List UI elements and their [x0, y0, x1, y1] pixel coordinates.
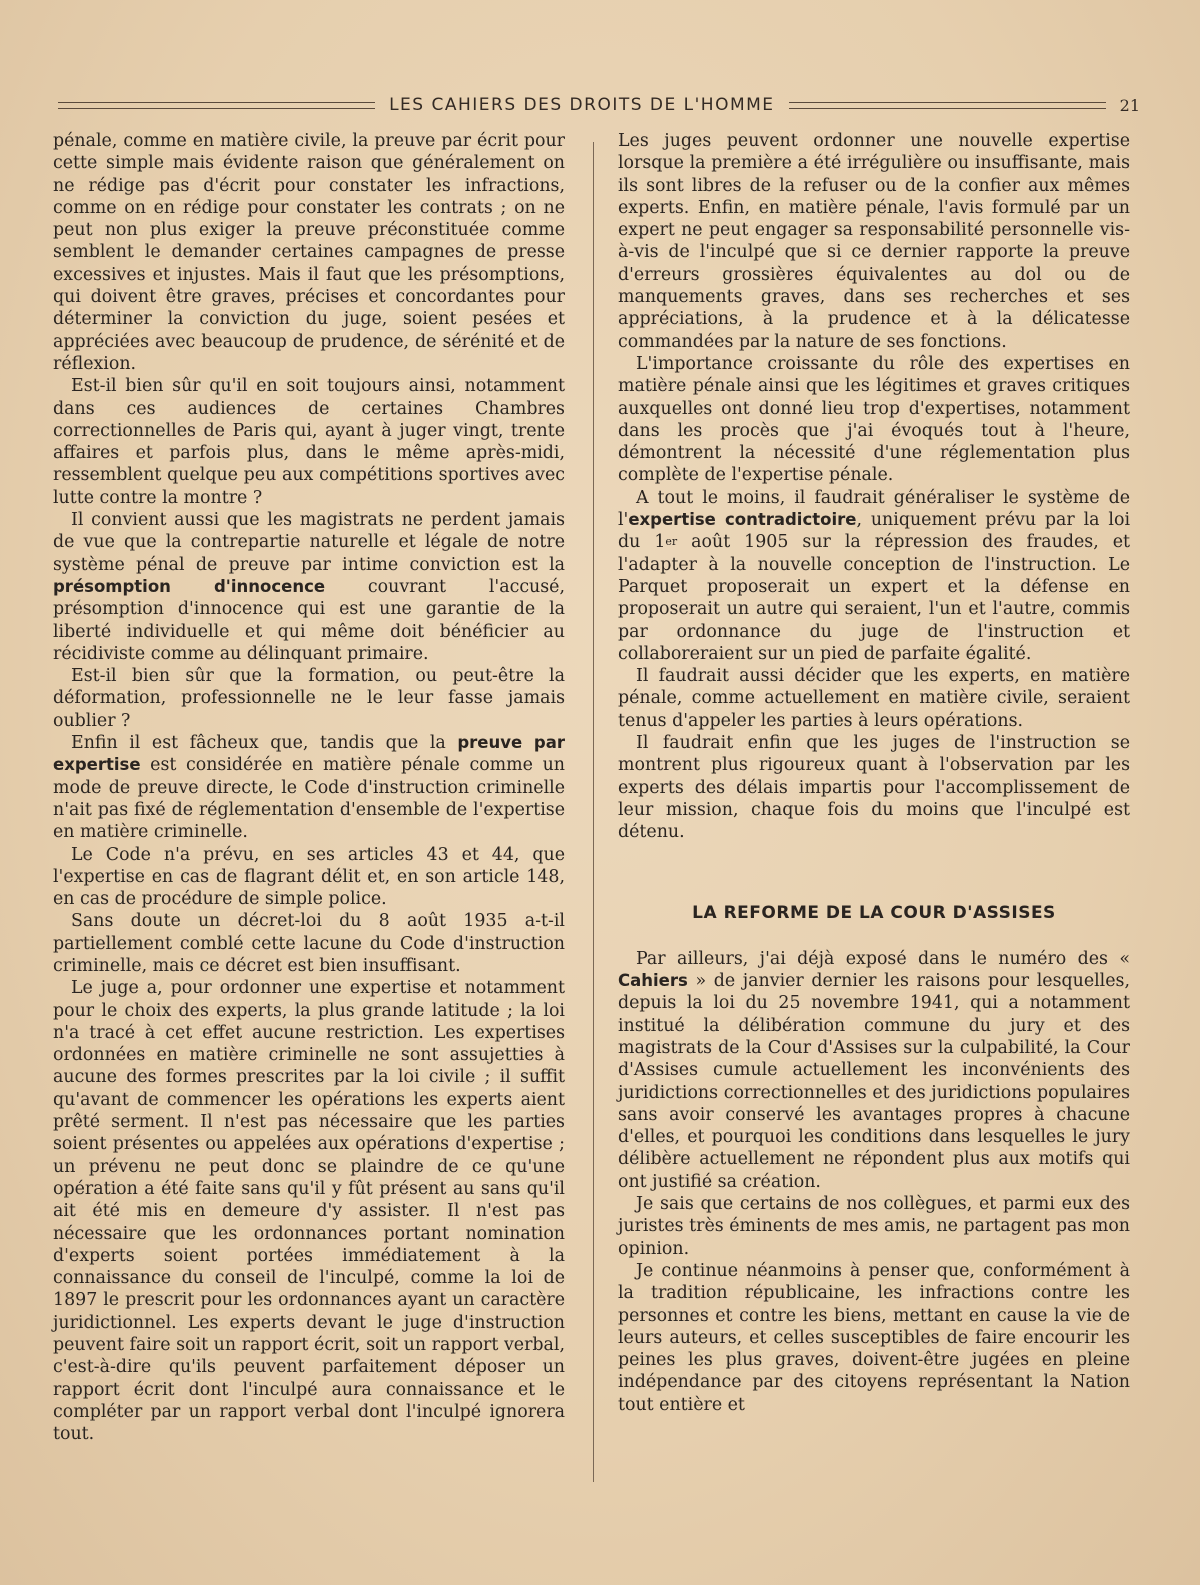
- paragraph: Est-il bien sûr qu'il en soit toujours ainsi, notamment dans ces audiences de certaines Chambres correctionnelles de Paris qui, ayant à juger vingt, trente affaires et parfois plus, dans le même après-midi, ressemblent quelque peu aux compétitions sportives avec lutte contre la montre ?: [53, 376, 565, 508]
- text-run: Par ailleurs, j'ai déjà exposé dans le numéro des «: [636, 948, 1130, 969]
- text-run: Il convient aussi que les magistrats ne perdent jamais de vue que la contrepartie naturelle et légale de notre système pénal de preuve par intime conviction est la: [53, 510, 565, 575]
- superscript: er: [665, 535, 678, 549]
- journal-title: LES CAHIERS DES DROITS DE L'HOMME: [389, 95, 775, 115]
- paragraph: [53, 509, 565, 665]
- paragraph: [53, 732, 565, 843]
- left-column: [53, 130, 565, 1446]
- paragraph: Il faudrait enfin que les juges de l'instruction se montrent plus rigoureux quant à l'observation par les experts des délais impartis pour l'accomplissement de leur mission, chaque fois du moins que l'inculpé est détenu.: [618, 733, 1130, 843]
- page-number: 21: [1119, 95, 1140, 115]
- text-run: couvrant l'accusé, présomption d'innocence qui est une garantie de la liberté individuelle et qui même doit bénéficier au récidiviste comme au délinquant primaire.: [53, 576, 565, 664]
- paragraph: Le juge a, pour ordonner une expertise et notamment pour le choix des experts, la plus grande latitude ; la loi n'a tracé à cet effet aucune restriction. Les expertises ordonnées en matière criminelle ne sont assujetties à aucune des formes prescrites par la loi civile ; il suffit qu'avant de commencer les opérations les experts aient prêté serment. Il n'est pas nécessaire que les parties soient présentes ou appelées aux opérations d'expertise ; un prévenu ne peut donc se plaindre de ce qu'une opération a été faite sans qu'il y fût présent au sans qu'il ait été mis en demeure d'y assister. Il n'est pas nécessaire que les ordonnances portant nomination d'experts soient portées immédiatement à la connaissance du conseil de l'inculpé, comme la loi de 1897 le prescrit pour les ordonnances ayant un caractère juridictionnel. Les experts devant le juge d'instruction peuvent faire soit un rapport écrit, soit un rapport verbal, c'est-à-dire qu'ils peuvent parfaitement déposer un rapport écrit dont l'inculpé aura connaissance et le compléter par un rapport verbal dont l'inculpé ignorera tout.: [53, 978, 565, 1445]
- paragraph: Sans doute un décret-loi du 8 août 1935 a-t-il partiellement comblé cette lacune du Code d'instruction criminelle, mais ce décret est bien insuffisant.: [53, 911, 565, 976]
- text-run: , uniquement prévu par la loi du 1: [618, 510, 1131, 553]
- column-divider: [593, 142, 594, 1482]
- paragraph: [618, 487, 1130, 665]
- text-run: est considérée en matière pénale comme un mode de preuve directe, le Code d'instruction criminelle n'ait pas fixé de réglementation d'ensemble de l'expertise en matière criminelle.: [53, 755, 565, 843]
- paragraph: pénale, comme en matière civile, la preuve par écrit pour cette simple mais évidente raison que généralement on ne rédige pas d'écrit pour constater les infractions, comme on en rédige pour constater les contrats ; on ne peut non plus exiger la preuve préconstituée comme semblent le demander certaines campagnes de presse excessives et injustes. Mais il faut que les présomptions, qui doivent être graves, précises et concordantes pour déterminer la conviction du juge, soient pesées et appréciées avec beaucoup de prudence, de sérénité et de réflexion.: [53, 131, 565, 374]
- section-heading: LA REFORME DE LA COUR D'ASSISES: [692, 902, 1056, 923]
- paragraph: Je continue néanmoins à penser que, conformément à la tradition républicaine, les infractions contre les personnes et contre les biens, mettant en cause la vie de leurs auteurs, et celles susceptibles de faire encourir les peines les plus graves, doivent-être jugées en pleine indépendance par des citoyens représentant la Nation tout entière et: [618, 1260, 1130, 1415]
- text-run: août 1905 sur la répression des fraudes, et l'adapter à la nouvelle conception de l'instruction. Le Parquet proposerait un expert et la défense en proposerait un autre qui seraient, l'un et l'autre, commis par ordonnance du juge de l'instruction et collaboreraient sur un pied de parfaite égalité.: [618, 532, 1130, 664]
- running-header: [58, 93, 1140, 117]
- bold-term: Cahiers: [618, 971, 688, 991]
- bold-term: preuve par expertise: [53, 733, 565, 775]
- text-run: A tout le moins, il faudrait généraliser le système de l': [618, 487, 1130, 531]
- right-column: [618, 130, 1130, 1416]
- paragraph: Il faudrait aussi décider que les experts, en matière pénale, comme actuellement en matière civile, seraient tenus d'appeler les parties à leurs opérations.: [618, 666, 1130, 731]
- text-run: Enfin il est fâcheux que, tandis que la: [71, 733, 458, 754]
- header-rule-right: [789, 102, 1106, 109]
- bold-term: expertise contradictoire: [628, 510, 857, 530]
- text-run: » de janvier dernier les raisons pour lesquelles, depuis la loi du 25 novembre 1941, qui a notamment institué la délibération commune du jury et des magistrats de la Cour d'Assises sur la culpabilité, la Cour d'Assises cumule actuellement les inconvénients des juridictions correctionnelles et des juridictions populaires sans avoir conservé les avantages propres à chacune d'elles, et pourquoi les conditions dans lesquelles le jury délibère actuellement ne répondent plus aux motifs qui ont justifié sa création.: [618, 971, 1130, 1192]
- paragraph: Est-il bien sûr que la formation, ou peut-être la déformation, professionnelle ne le leur fasse jamais oublier ?: [53, 666, 565, 731]
- paragraph: Les juges peuvent ordonner une nouvelle expertise lorsque la première a été irrégulière ou insuffisante, mais ils sont libres de la refuser ou de la confier aux mêmes experts. Enfin, en matière pénale, l'avis formulé par un expert ne peut engager sa responsabilité personnelle vis-à-vis de l'inculpé que si ce dernier rapporte la preuve d'erreurs grossières équivalentes au dol ou de manquements graves, dans ses recherches et ses appréciations, à la prudence et à la délicatesse commandées par la nature de ses fonctions.: [618, 131, 1130, 352]
- header-rule-left: [58, 102, 375, 109]
- paragraph: Je sais que certains de nos collègues, et parmi eux des juristes très éminents de mes amis, ne partagent pas mon opinion.: [618, 1194, 1130, 1259]
- bold-term: présomption d'innocence: [53, 576, 326, 596]
- paragraph: [618, 948, 1130, 1193]
- paragraph: Le Code n'a prévu, en ses articles 43 et 44, que l'expertise en cas de flagrant délit et, en son article 148, en cas de procédure de simple police.: [53, 844, 565, 910]
- paragraph: L'importance croissante du rôle des expertises en matière pénale ainsi que les légitimes et graves critiques auxquelles ont donné lieu trop d'expertises, notamment dans les procès que j'ai évoqués tout à l'heure, démontrent la nécessité d'une réglementation plus complète de l'expertise pénale.: [618, 353, 1130, 486]
